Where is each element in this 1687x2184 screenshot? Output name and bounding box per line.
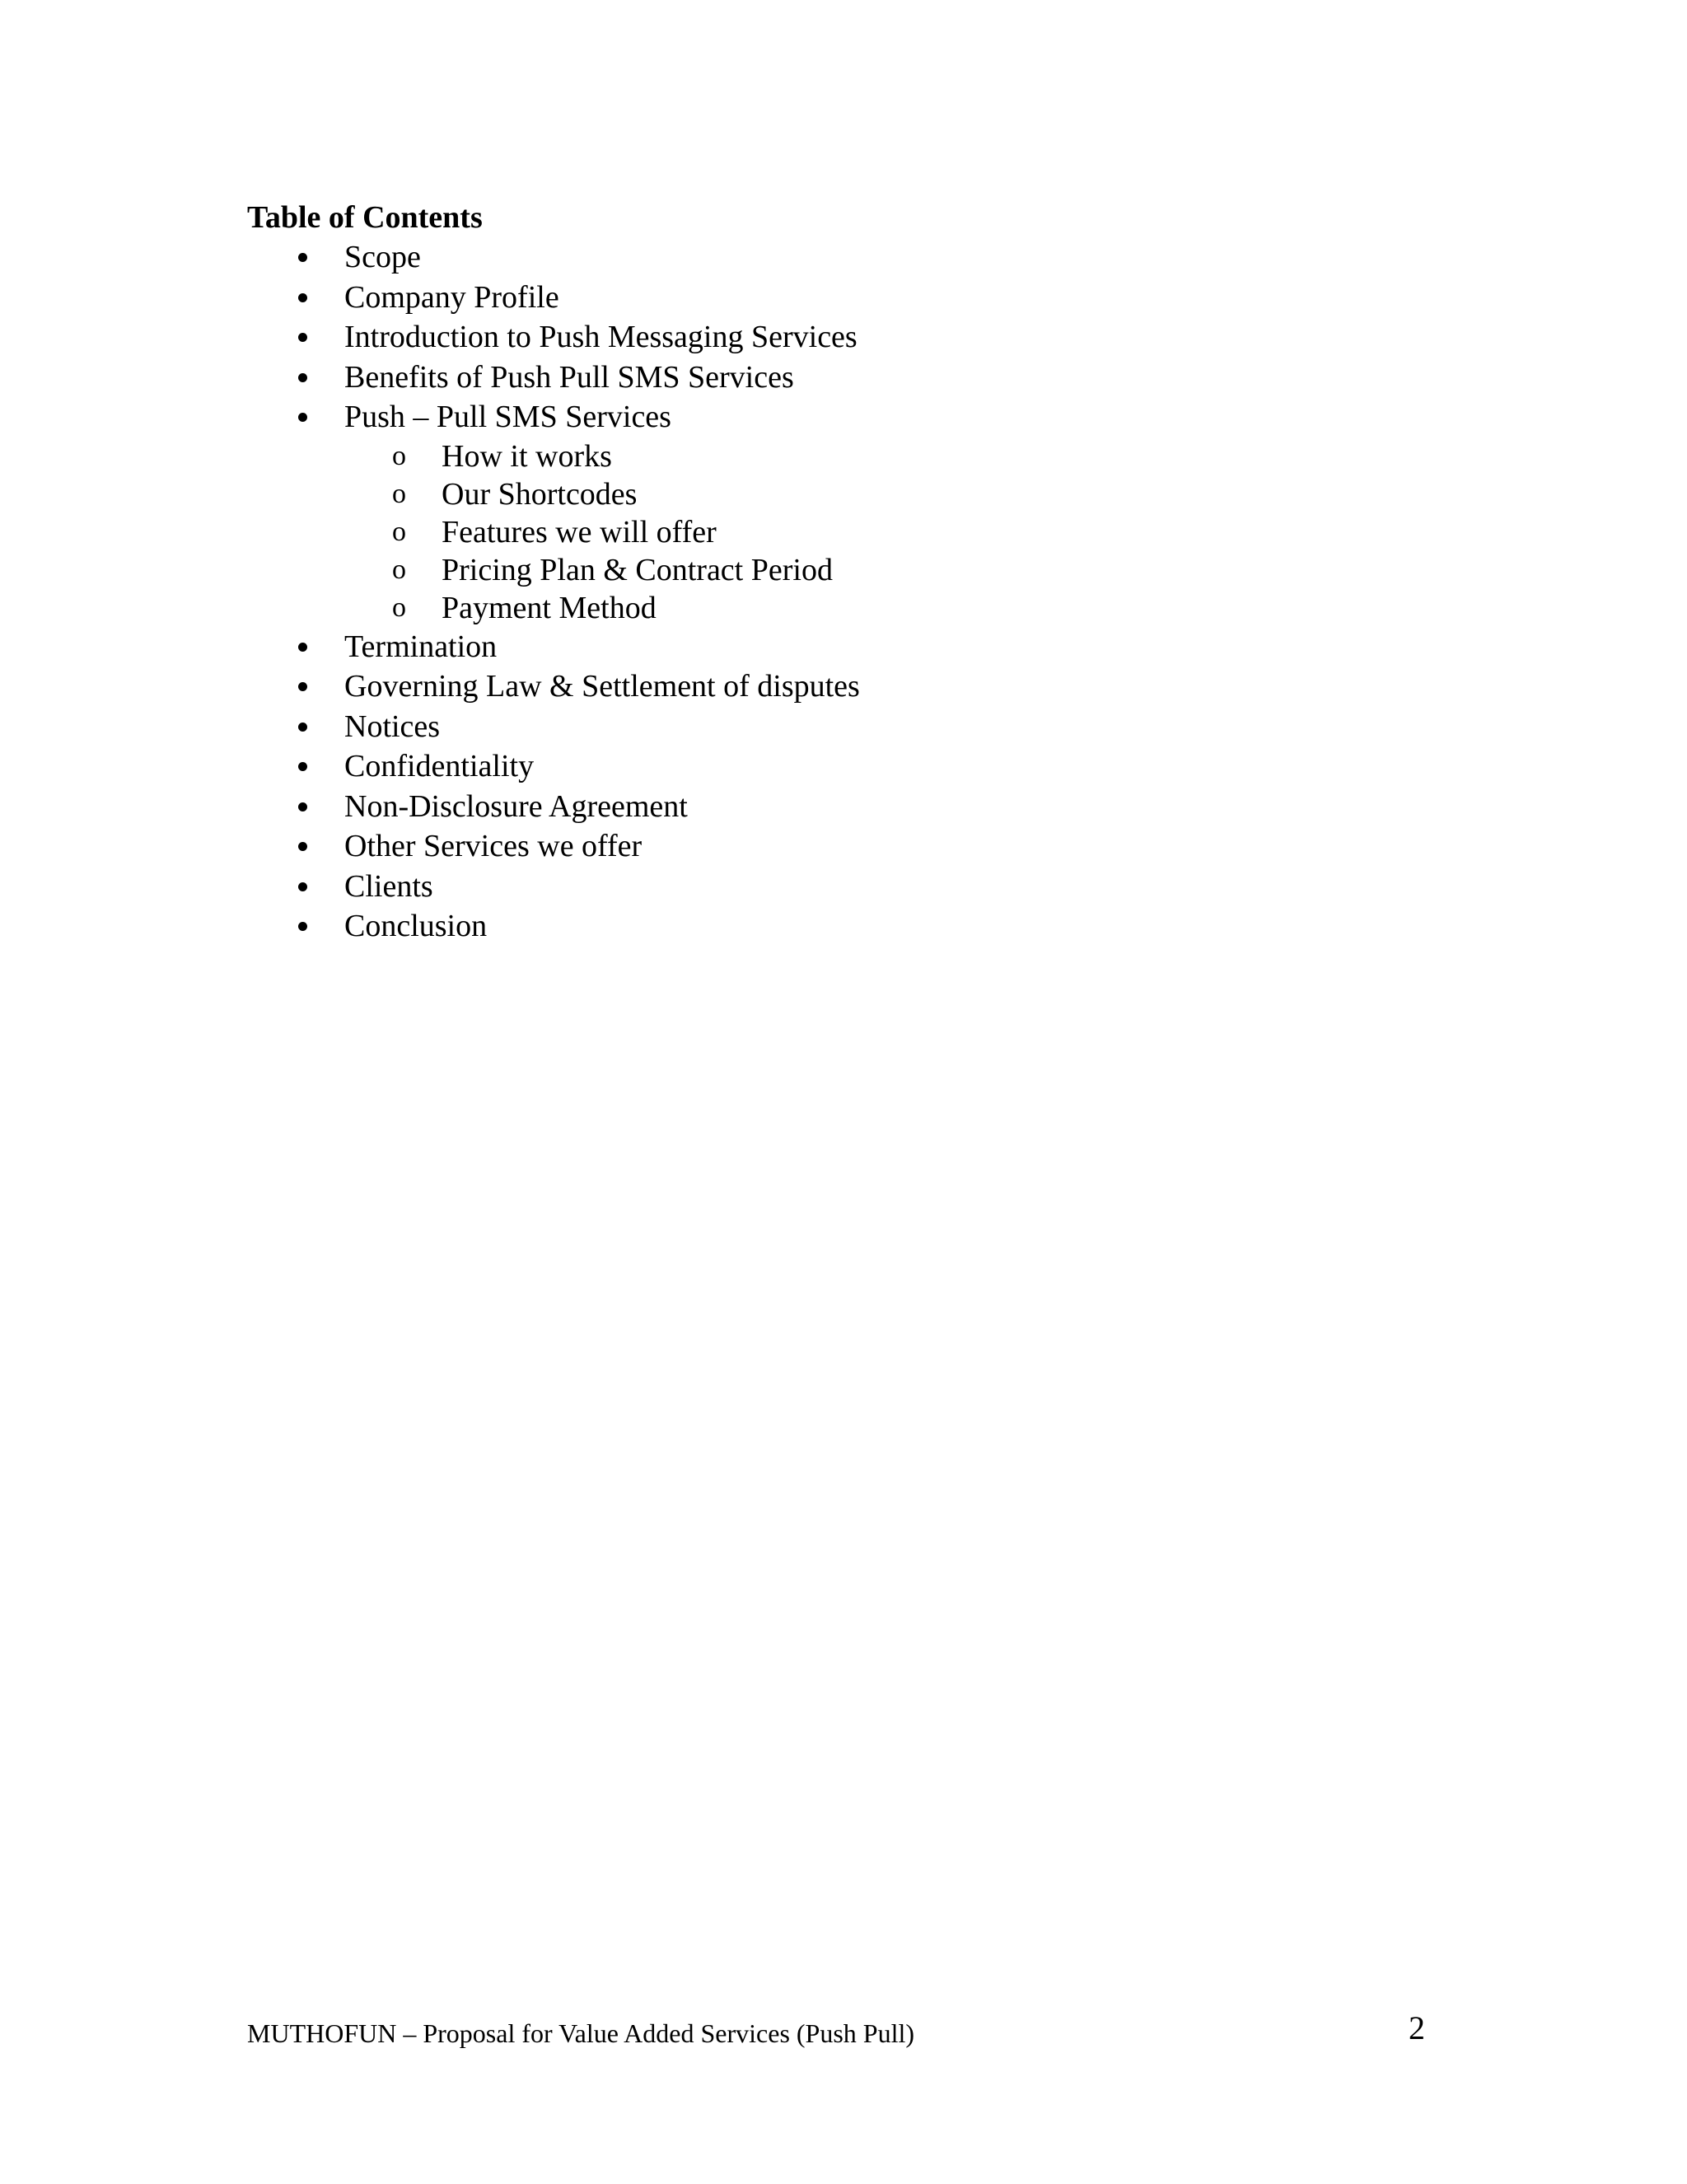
toc-item [247, 237, 1483, 278]
toc-item [247, 278, 1483, 318]
toc-subitem-label: Pricing Plan & Contract Period [442, 552, 833, 587]
toc-item-label: Introduction to Push Messaging Services [344, 320, 858, 354]
toc-subitem-label: How it works [442, 438, 612, 474]
toc-item-label: Non-Disclosure Agreement [344, 788, 688, 824]
toc-item-label: Governing Law & Settlement of disputes [344, 669, 860, 704]
toc-item [247, 707, 1483, 747]
toc-item-label: Company Profile [344, 279, 559, 315]
toc-item [247, 627, 1483, 667]
toc-subitem-label: Features we will offer [442, 514, 717, 550]
toc-item [247, 746, 1483, 787]
toc-item [247, 397, 1483, 437]
circle-bullet-icon: o [392, 592, 406, 623]
circle-bullet-icon: o [392, 440, 406, 471]
toc-item-label: Conclusion [344, 909, 488, 943]
page-footer [247, 2009, 1425, 2050]
toc-item-label: Other Services we offer [344, 829, 643, 863]
toc-item [247, 358, 1483, 398]
toc-item-label: Clients [344, 868, 433, 904]
toc-item-label: Benefits of Push Pull SMS Services [344, 359, 794, 395]
toc-subitem [247, 437, 1483, 475]
toc-subitem [247, 513, 1483, 551]
toc-subitem-label: Our Shortcodes [442, 476, 638, 512]
circle-bullet-icon: o [392, 554, 406, 585]
circle-bullet-icon: o [392, 478, 406, 509]
toc-item [247, 906, 1483, 947]
toc-item-label: Push – Pull SMS Services [344, 400, 671, 434]
toc-item-label: Termination [344, 629, 498, 664]
toc-list [247, 237, 1483, 947]
toc-item-label: Notices [344, 709, 441, 744]
toc-title: Table of Contents [247, 200, 483, 235]
toc-item [247, 666, 1483, 707]
footer-text: MUTHOFUN – Proposal for Value Added Services (Push Pull) [247, 2018, 915, 2048]
toc-item-label: Confidentiality [344, 749, 535, 783]
toc-subitem [247, 589, 1483, 627]
toc-item [247, 787, 1483, 827]
toc-subitem [247, 551, 1483, 589]
circle-bullet-icon: o [392, 516, 406, 547]
toc-subitem-label: Payment Method [442, 590, 657, 625]
toc-item [247, 867, 1483, 907]
toc-item [247, 826, 1483, 867]
toc-item-label: Scope [344, 240, 421, 274]
toc-item [247, 317, 1483, 358]
toc-subitem [247, 475, 1483, 513]
page-number: 2 [1409, 2009, 1425, 2046]
